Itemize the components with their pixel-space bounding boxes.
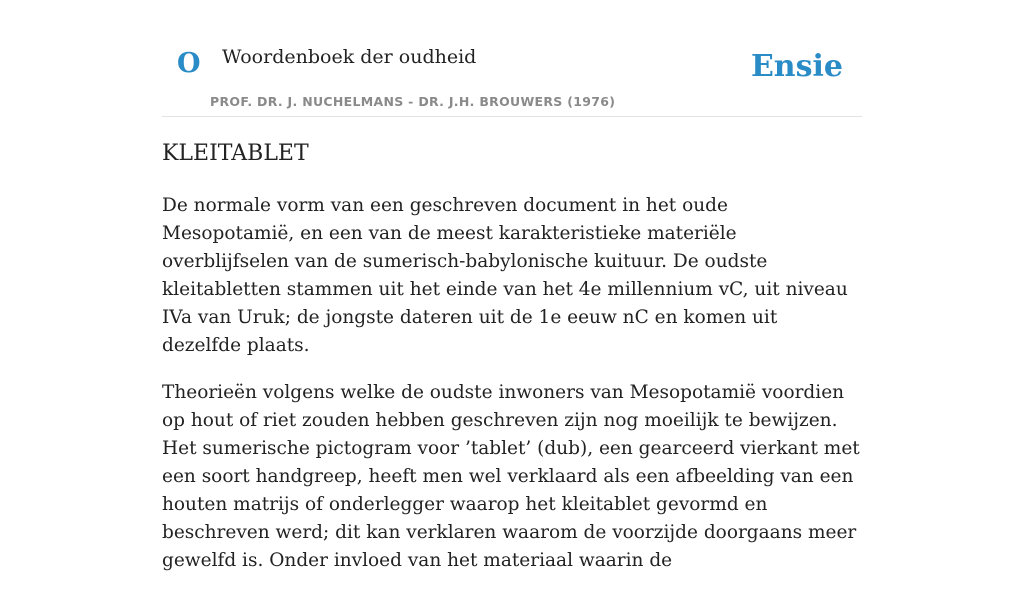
book-authors: PROF. DR. J. NUCHELMANS - DR. J.H. BROUWERS (1976) bbox=[210, 94, 616, 109]
paragraph: Theorieën volgens welke de oudste inwoners van Mesopotamië voordien op hout of riet zouden hebben geschreven zijn nog moeilijk te bewijzen. Het sumerische pictogram voor ’tablet’ (dub), een gearceerd vierkant met een soort handgreep, heeft men wel verklaard als een afbeelding van een houten matrijs of onderlegger waarop het kleitablet gevormd en beschreven werd; dit kan verklaren waarom de voorzijde doorgaans meer gewelfd is. Onder invloed van het materiaal waarin de bbox=[162, 382, 860, 571]
lemma-title: KLEITABLET bbox=[162, 141, 309, 166]
article-body bbox=[162, 192, 862, 594]
index-letter[interactable]: O bbox=[177, 48, 201, 79]
ensie-logo-link[interactable]: Ensie bbox=[750, 49, 843, 84]
paragraph: De normale vorm van een geschreven document in het oude Mesopotamië, en een van de meest karakteristieke materiële overblijfselen van de sumerisch-babylonische kuituur. De oudste kleitabletten stammen uit het einde van het 4e millennium vC, uit niveau IVa van Uruk; de jongste dateren uit de 1e eeuw nC en komen uit dezelfde plaats. bbox=[162, 195, 848, 356]
book-title[interactable]: Woordenboek der oudheid bbox=[222, 46, 477, 68]
book-header bbox=[162, 0, 862, 117]
